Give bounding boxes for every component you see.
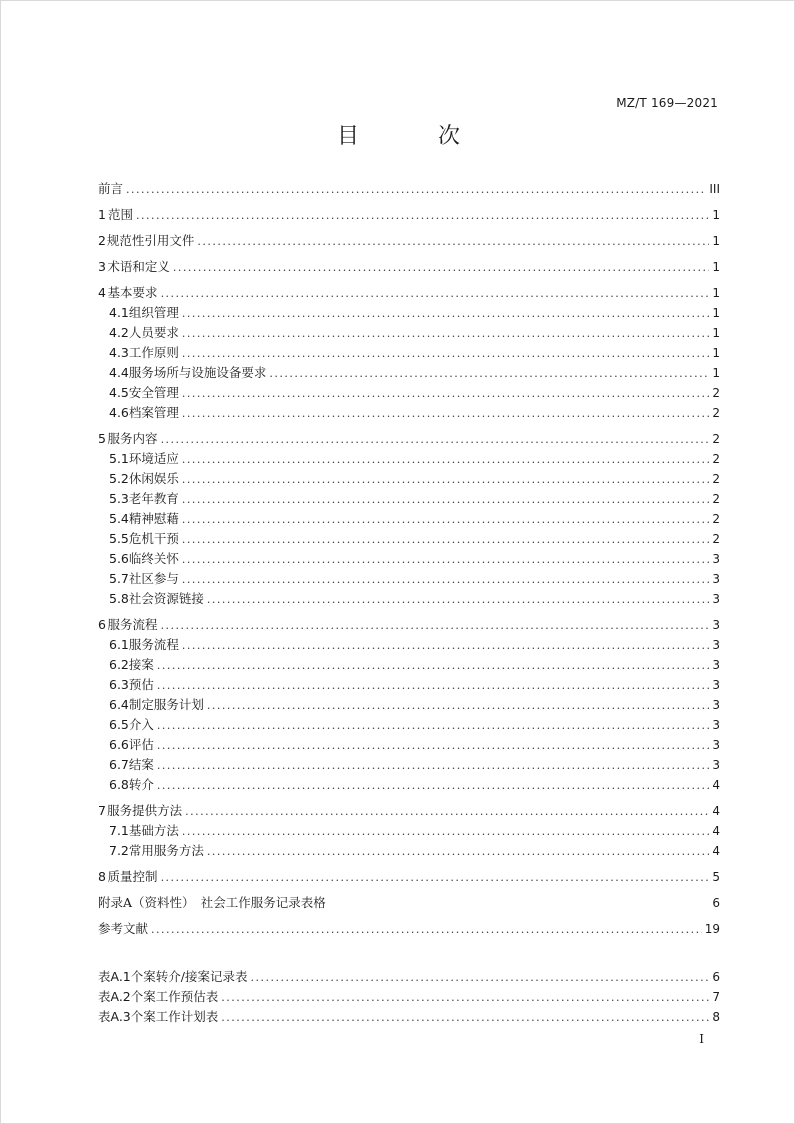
toc-entry-page: 2	[712, 452, 720, 466]
toc-entry-label: 服务提供方法	[107, 803, 183, 818]
toc-entry-number: 3	[98, 259, 106, 274]
toc-entry-label: 基础方法	[128, 823, 179, 838]
toc-entry-page: 8	[712, 1010, 720, 1024]
dot-leader	[182, 345, 709, 363]
toc-entry-number: 4.5	[109, 385, 129, 400]
toc-entry-label: 精神慰藉	[128, 511, 179, 526]
dot-leader	[207, 843, 709, 861]
toc-entry-label: 个案工作预估表	[130, 989, 219, 1004]
dot-leader	[182, 571, 709, 589]
table-list	[98, 967, 720, 1027]
toc-entry-page: 6	[712, 896, 720, 910]
toc-entry-label: 质量控制	[107, 869, 158, 884]
toc-entry-page: 3	[712, 572, 720, 586]
toc-entry-page: 4	[712, 844, 720, 858]
toc-entry-number: 6.1	[109, 637, 129, 652]
toc-entry-label: 制定服务计划	[128, 697, 204, 712]
toc-entry-number: 4.3	[109, 345, 129, 360]
toc-entry-label: 休闲娱乐	[128, 471, 179, 486]
dot-leader	[182, 491, 709, 509]
toc-entry-page: 3	[712, 698, 720, 712]
toc-entry[interactable]	[98, 735, 720, 755]
toc-entry-number: 4.4	[109, 365, 129, 380]
dot-leader	[136, 207, 709, 225]
toc-entry[interactable]	[98, 449, 720, 469]
toc-entry[interactable]	[98, 589, 720, 609]
toc-entry-label: 临终关怀	[128, 551, 179, 566]
toc-entry-page: 3	[712, 678, 720, 692]
toc-entry-label: 评估	[128, 737, 154, 752]
toc-entry-page: 1	[712, 260, 720, 274]
toc-entry-number: 7.2	[109, 843, 129, 858]
toc-entry-label: 参考文献	[98, 921, 149, 936]
toc-entry[interactable]	[98, 867, 720, 887]
toc-entry[interactable]	[98, 801, 720, 821]
toc-entry-page: 2	[712, 386, 720, 400]
dot-leader	[157, 677, 709, 695]
toc-entry-number: 1	[98, 207, 106, 222]
dot-leader	[197, 233, 709, 251]
toc-entry-page: 2	[712, 492, 720, 506]
toc-entry-number: 5.2	[109, 471, 129, 486]
toc-entry-label: 档案管理	[128, 405, 179, 420]
toc-entry[interactable]	[98, 205, 720, 225]
dot-leader	[126, 181, 706, 199]
toc-entry-number: 4.6	[109, 405, 129, 420]
toc-entry[interactable]	[98, 893, 720, 913]
toc-entry-label: 术语和定义	[107, 259, 170, 274]
toc-entry-label: 范围	[107, 207, 133, 222]
dot-leader	[269, 365, 709, 383]
toc-entry-number: 6	[98, 617, 106, 632]
toc-entry-label: 危机干预	[128, 531, 179, 546]
toc-entry[interactable]	[98, 569, 720, 589]
dot-leader	[182, 385, 709, 403]
toc-entry[interactable]	[98, 1007, 720, 1027]
toc-entry-number: 表A.1	[98, 969, 131, 984]
toc-entry[interactable]	[98, 775, 720, 795]
toc-entry-label: 组织管理	[128, 305, 179, 320]
toc-entry[interactable]	[98, 283, 720, 303]
dot-leader	[182, 511, 709, 529]
toc-entry-number: 4	[98, 285, 106, 300]
toc-entry[interactable]	[98, 655, 720, 675]
toc-entry-number: 5.3	[109, 491, 129, 506]
toc-entry-number: 5.8	[109, 591, 129, 606]
toc-entry[interactable]	[98, 303, 720, 323]
toc-entry-number: 7.1	[109, 823, 129, 838]
toc-entry-page: 1	[712, 346, 720, 360]
toc-entry-label: 附录A（资料性） 社会工作服务记录表格	[98, 895, 326, 910]
dot-leader	[157, 757, 709, 775]
toc-entry[interactable]	[98, 715, 720, 735]
toc-entry-page: III	[709, 182, 720, 196]
toc-entry-label: 转介	[128, 777, 154, 792]
toc-entry-number: 4.1	[109, 305, 129, 320]
toc-entry[interactable]	[98, 841, 720, 861]
toc-entry-number: 6.5	[109, 717, 129, 732]
dot-leader	[207, 591, 709, 609]
toc-entry-label: 环境适应	[128, 451, 179, 466]
toc-list	[98, 179, 720, 939]
toc-entry-label: 社区参与	[128, 571, 179, 586]
dot-leader	[182, 551, 709, 569]
toc-entry-label: 规范性引用文件	[106, 233, 195, 248]
toc-entry-page: 4	[712, 824, 720, 838]
dot-leader	[182, 305, 709, 323]
toc-entry[interactable]	[98, 429, 720, 449]
toc-entry-page: 3	[712, 552, 720, 566]
toc-entry-number: 5.4	[109, 511, 129, 526]
dot-leader	[173, 259, 709, 277]
toc-entry-label: 前言	[98, 181, 124, 196]
dot-leader	[161, 285, 709, 303]
toc-entry-number: 4.2	[109, 325, 129, 340]
toc-entry-label: 服务场所与设施设备要求	[128, 365, 267, 380]
toc-entry[interactable]	[98, 323, 720, 343]
toc-entry-number: 5	[98, 431, 106, 446]
dot-leader	[182, 451, 709, 469]
toc-entry[interactable]	[98, 967, 720, 987]
toc-entry[interactable]	[98, 987, 720, 1007]
dot-leader	[161, 617, 709, 635]
toc-entry-page: 3	[712, 718, 720, 732]
toc-entry-label: 结案	[128, 757, 154, 772]
dot-leader	[185, 803, 709, 821]
toc-entry-number: 5.7	[109, 571, 129, 586]
toc-entry[interactable]	[98, 383, 720, 403]
dot-leader	[182, 325, 709, 343]
toc-entry-page: 1	[712, 306, 720, 320]
standard-code: MZ/T 169—2021	[616, 96, 718, 110]
toc-entry[interactable]	[98, 179, 720, 199]
toc-entry[interactable]	[98, 489, 720, 509]
toc-entry[interactable]	[98, 509, 720, 529]
toc-entry-page: 6	[712, 970, 720, 984]
toc-entry-label: 老年教育	[128, 491, 179, 506]
toc-entry-number: 6.4	[109, 697, 129, 712]
toc-entry-page: 3	[712, 618, 720, 632]
toc-entry-number: 7	[98, 803, 106, 818]
dot-leader	[182, 471, 709, 489]
toc-entry[interactable]	[98, 695, 720, 715]
toc-entry-number: 6.7	[109, 757, 129, 772]
toc-entry-page: 5	[712, 870, 720, 884]
toc-entry-label: 接案	[128, 657, 154, 672]
toc-title: 目 次	[337, 124, 496, 149]
toc-entry-label: 工作原则	[128, 345, 179, 360]
dot-leader	[182, 637, 709, 655]
dot-leader	[157, 717, 709, 735]
toc-entry-page: 3	[712, 658, 720, 672]
toc-entry-number: 5.6	[109, 551, 129, 566]
toc-entry[interactable]	[98, 919, 720, 939]
toc-entry-page: 2	[712, 472, 720, 486]
dot-leader	[151, 921, 702, 939]
toc-entry[interactable]	[98, 231, 720, 251]
page-number: I	[699, 1032, 704, 1046]
toc-entry-page: 3	[712, 592, 720, 606]
toc-entry-number: 8	[98, 869, 106, 884]
toc-entry-label: 个案转介/接案记录表	[130, 969, 248, 984]
toc-entry-number: 表A.3	[98, 1009, 131, 1024]
toc-entry-label: 服务流程	[107, 617, 158, 632]
toc-entry[interactable]	[98, 403, 720, 423]
toc-entry[interactable]	[98, 821, 720, 841]
toc-entry-number: 2	[98, 233, 106, 248]
toc-entry[interactable]	[98, 343, 720, 363]
toc-entry-number: 6.3	[109, 677, 129, 692]
toc-entry-number: 6.6	[109, 737, 129, 752]
toc-entry-page: 1	[712, 366, 720, 380]
toc-entry-label: 基本要求	[107, 285, 158, 300]
toc-entry-label: 预估	[128, 677, 154, 692]
dot-leader	[157, 737, 709, 755]
toc-entry-label: 服务流程	[128, 637, 179, 652]
toc-entry-page: 7	[712, 990, 720, 1004]
toc-entry-page: 4	[712, 804, 720, 818]
toc-entry-page: 1	[712, 234, 720, 248]
toc-entry-page: 1	[712, 326, 720, 340]
dot-leader	[182, 405, 709, 423]
toc-entry-label: 社会资源链接	[128, 591, 204, 606]
toc-entry-label: 人员要求	[128, 325, 179, 340]
toc-entry-number: 5.1	[109, 451, 129, 466]
toc-entry-page: 4	[712, 778, 720, 792]
toc-entry[interactable]	[98, 363, 720, 383]
toc-entry-page: 19	[704, 922, 720, 936]
toc-entry-label: 服务内容	[107, 431, 158, 446]
toc-entry[interactable]	[98, 469, 720, 489]
dot-leader	[161, 869, 709, 887]
dot-leader	[250, 969, 709, 987]
toc-entry-number: 6.2	[109, 657, 129, 672]
dot-leader	[182, 531, 709, 549]
dot-leader	[182, 823, 709, 841]
dot-leader	[157, 657, 709, 675]
toc-entry-page: 2	[712, 432, 720, 446]
toc-entry-page: 3	[712, 638, 720, 652]
dot-leader	[161, 431, 709, 449]
toc-entry-number: 表A.2	[98, 989, 131, 1004]
dot-leader	[207, 697, 709, 715]
toc-entry-page: 2	[712, 532, 720, 546]
toc-entry[interactable]	[98, 615, 720, 635]
toc-entry-label: 安全管理	[128, 385, 179, 400]
toc-entry[interactable]	[98, 635, 720, 655]
toc-entry-number: 6.8	[109, 777, 129, 792]
toc-entry-page: 1	[712, 286, 720, 300]
dot-leader	[157, 777, 709, 795]
toc-entry-page: 3	[712, 758, 720, 772]
toc-entry[interactable]	[98, 755, 720, 775]
toc-entry[interactable]	[98, 549, 720, 569]
toc-entry-page: 2	[712, 512, 720, 526]
toc-entry[interactable]	[98, 257, 720, 277]
toc-entry-label: 常用服务方法	[128, 843, 204, 858]
toc-entry-label: 个案工作计划表	[130, 1009, 219, 1024]
toc-entry-label: 介入	[128, 717, 154, 732]
dot-leader	[221, 989, 709, 1007]
toc-entry-page: 2	[712, 406, 720, 420]
toc-entry[interactable]	[98, 529, 720, 549]
toc-entry[interactable]	[98, 675, 720, 695]
toc-entry-number: 5.5	[109, 531, 129, 546]
toc-entry-page: 3	[712, 738, 720, 752]
dot-leader	[221, 1009, 709, 1027]
toc-entry-page: 1	[712, 208, 720, 222]
